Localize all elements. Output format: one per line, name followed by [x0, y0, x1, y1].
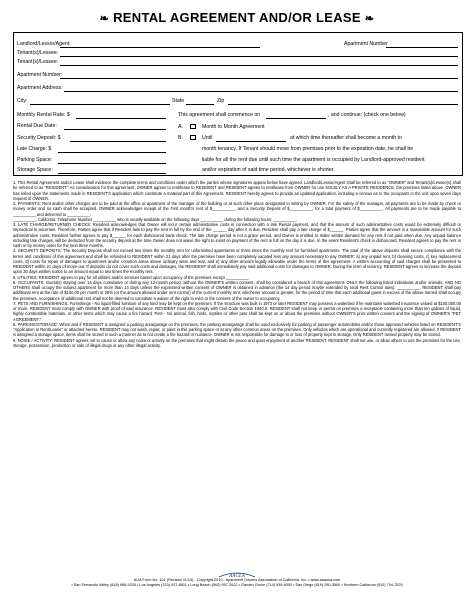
footer [13, 578, 461, 588]
security-deposit-label: Security Deposit: $ [17, 135, 61, 141]
parking-field[interactable] [58, 163, 166, 164]
commence-label: This agreement shall commence on [178, 112, 261, 118]
option-a-letter: A. [178, 124, 183, 130]
continue-label: , and continue; (check one below) [328, 112, 406, 118]
option-b-line1: month tenancy. If Tenant should move from premises prior to the expiration date, he shall be [202, 146, 414, 152]
zip-field[interactable] [228, 104, 458, 105]
ornament-right-icon: ❧ [364, 13, 375, 25]
clause-7: 7. PETS AND FURNISHINGS: Furnishings - No liquid-filled furniture of any kind may be kept on the premises. If the structure was built in 1973 or later RESIDENT may possess a waterbed if he maintains waterbed insurance valued at $100,000.00 or more. RESIDENT must comply with OWNER with proof of said insurance. RESIDENT must also comply with Civil Code Section 1940.5. RESIDENT shall not keep or permit on premises a receptacle containing more than ten gallons of liquid, highly combustible materials, or other items which may cause a fire hazard. Pets - No animal, fish, birds, reptiles or other pets shall be kept on or about the premises without OWNER'S prior written consent and the signing of OWNER'S "PET AGREEMENT." [13, 300, 461, 322]
option-a-checkbox[interactable] [190, 124, 196, 129]
logo-text: AAGLA [229, 574, 245, 578]
clause-2: 2. PAYMENTS: Rent and/or other charges are to be paid at the office or apartment of the manager of the building or at such other place designated in writing by OWNER. For the safety of the manager, all payments are to be made by check or money order and no cash shall be accepted. OWNER acknowledges receipt of the First month's rent of $__________, and a Security Deposit of $__________, for a total payment of $__________. All payments are to be made payable to __________ and delivered to __________. [13, 201, 461, 217]
clause-4: 4. SECURITY DEPOSITS: The Security Deposit shall not exceed two times the monthly rent for unfurnished apartments or three times the monthly rent for furnished apartments. The total of the above deposits shall secure compliance with the terms and conditions of this agreement and shall be refunded to RESIDENT within 21 days after the premises have been completely vacated less any amount necessary to pay OWNER: a) any unpaid rent, b) cleaning costs, c) key replacement costs, d) costs for repair of damages to apartment and/or common areas above ordinary wear and tear, and e) any other amount legally allowable under the terms of this agreement. A written accounting of said charges shall be presented to RESIDENT within 21 days of move-out. If deposits do not cover such costs and damages, the RESIDENT shall immediately pay said additional costs for damages to OWNER. During the term of tenancy, RESIDENT agrees to increase the deposit upon 30 days written notice to an amount equal to two times the monthly rent. [13, 248, 461, 275]
option-b-line2: liable for all the rent due until such time the apartment is occupied by Landlord-approved resident [202, 157, 425, 163]
city-field[interactable] [30, 104, 170, 105]
ornament-left-icon: ❧ [99, 13, 110, 25]
security-deposit-field[interactable] [70, 141, 166, 142]
option-b-letter: B. [178, 135, 183, 141]
aagla-logo [217, 570, 257, 578]
form-info: AOA Form No. 101 (Revised 11/14) - Copyright 2010 - Apartment Owners Association of California, Inc. • www.aoausa.com [133, 578, 341, 582]
monthly-rate-label: Monthly Rental Rate: $ [17, 112, 70, 118]
clause-9: 9. NOISE / ACTIVITY: RESIDENT agrees not to cause or allow any noise or activity on the premises that might disturb the peace and quiet enjoyment of another RESIDENT. RESIDENT shall not use, or allow others to use the premises for the use, storage, possession, production or sale of illegal drugs or any other illegal activity. [13, 337, 461, 348]
clause-3: 3. LATE CHARGE/RETURNED CHECKS: Resident acknowledges that Owner will incur certain administrative costs in connection with a late Rental payment, and that the amount of such administrative costs would be extremely difficult or impractical to ascertain. Therefore, Parties agree that if Resident fails to pay the rent in full by the end of the ______ day after it is due, Resident shall pay a late charge of $______. Parties agree that the amount is a reasonable amount for such administrative costs. Resident further agrees to pay $______ for each dishonored bank check. The late charge period is not a grace period, and Owner is entitled to make written demand for any rent if not paid when due. Any unpaid balance including late charges, will be deducted from the security deposit at the time Owner does not waive the right to insist on payment of the rent in full on the day it is due. In the event Resident's check is dishonored, Resident agrees to pay the rent in cash or by money order for the next three months. [13, 222, 461, 248]
option-b-date-field[interactable] [216, 141, 286, 142]
clause-2-contact: __________, California, Telephone Number __________ who is usually available on the following days __________ during the following hours: __________. [13, 216, 298, 222]
apt-number-label: Apartment Number: [17, 72, 63, 78]
option-b-label: Until [202, 135, 213, 141]
clause-5: 5. UTILITIES: RESIDENT agrees to pay for all utilities and/or services based upon occupancy of the premises except __________. [13, 274, 250, 280]
tenant2-label: Tenant(s)/Lessee: [17, 59, 59, 65]
late-charge-label: Late Charge: $ [17, 146, 52, 152]
monthly-rate-field[interactable] [76, 118, 166, 119]
apartment-number-label: Apartment Number [344, 41, 388, 47]
apt-address-label: Apartment Address: [17, 85, 63, 91]
option-b-tail: at which time thereafter shall become a month to [290, 135, 402, 141]
landlord-field[interactable] [60, 47, 260, 48]
agreement-body [13, 180, 461, 348]
option-b-checkbox[interactable] [190, 135, 196, 140]
rental-due-field[interactable] [64, 129, 166, 130]
option-b-line3: and/or expiration of said time period, whichever is shorter. [202, 167, 335, 173]
option-a-label: Month to Month Agreement [202, 124, 265, 130]
storage-label: Storage Space: [17, 167, 53, 173]
clause-1: 1. This Rental Agreement and/or Lease shall evidence the complete terms and conditions under which the parties whose signatures appear below have agreed. Landlord/Lessor/Agent shall be referred to as "OWNER" and Tenant(s)/Lessee(s) shall be referred to as "RESIDENT." As consideration for this agreement, OWNER agrees to rent/lease to RESIDENT and RESIDENT agrees to rent/lease from OWNER for use SOLELY AS A PRIVATE RESIDENCE, the premises listed above. OWNER has relied upon the statements made in RESIDENT'S application which constitute a material part of this Agreement. RESIDENT hereby agrees to provide an updated application, including a census as to the occupants in the unit upon seven days request of OWNER. [13, 180, 461, 201]
commence-date-field[interactable] [266, 118, 326, 119]
apt-number-field[interactable] [60, 78, 458, 79]
office-list: • San Fernando Valley (818) 988-9200 • Los Angeles (323) 937-8811 • Long Beach (562) 597-2622 • Garden Grove (714) 539-6000 • San Diego (619) 280-3500 • Northern California (510) 794-7525 [71, 583, 403, 587]
clause-8: 8. PARKING/STORAGE: When and if RESIDENT is assigned a parking area/garage on the premises, the parking area/garage shall be used exclusively for parking of passenger automobiles and/or those approved vehicles listed on RESIDENT'S "Application to Rent/Lease" or attached hereto. RESIDENT may not wash, repair, or paint in this parking space or at any other common areas on the premises. Only vehicles which are operational and currently registered are allowed. If RESIDENT is assigned a storage space, items shall be stored in such a manner as to not create a fire hazard or nuisance. OWNER is not responsible for damage to or loss of property kept in storage. Only RESIDENT owned property may be stored. [13, 321, 461, 338]
landlord-label: Landlord/Lessor/Agent: [17, 41, 71, 47]
state-field[interactable] [186, 104, 214, 105]
tenant1-field[interactable] [60, 56, 458, 57]
clause-6: 6. OCCUPANTS: Guest(s) staying over 14 days cumulative or during any 12-month period, without the OWNER'S written consent, shall be considered a breach of this agreement. ONLY the following listed individuals and/or animals, AND NO OTHERS shall occupy the subject apartment for more than 14 days unless the expressed written consent of OWNER is obtained in advance (the 14 day period maybe extended by local Rent Control laws): __________. RESIDENT shall pay additional rent at the rate of $100.00 per month or 25% (or the amount allowed under rent control) of the current monthly rent; whichever amount is greater, for the period of time that each additional guest in excess of the above named shall occupy the premises. Acceptance of additional rent shall not be deemed to constitute a waiver of the right to evict or the consent of the owner to occupancy. [13, 279, 461, 301]
apt-address-field[interactable] [64, 91, 458, 92]
document-title: ❧ RENTAL AGREEMENT AND/OR LEASE ❧ [99, 10, 375, 25]
city-label: City: [17, 98, 28, 104]
header-fields-box [13, 32, 463, 176]
apartment-number-field[interactable] [386, 47, 458, 48]
parking-label: Parking Space: [17, 157, 53, 163]
tenant1-label: Tenant(s)/Lessee: [17, 50, 59, 56]
storage-field[interactable] [58, 173, 166, 174]
state-label: State [172, 98, 185, 104]
late-charge-field[interactable] [58, 152, 166, 153]
tenant2-field[interactable] [60, 65, 458, 66]
zip-label: Zip [217, 98, 225, 104]
rental-due-label: Rental Due Date: [17, 123, 57, 129]
